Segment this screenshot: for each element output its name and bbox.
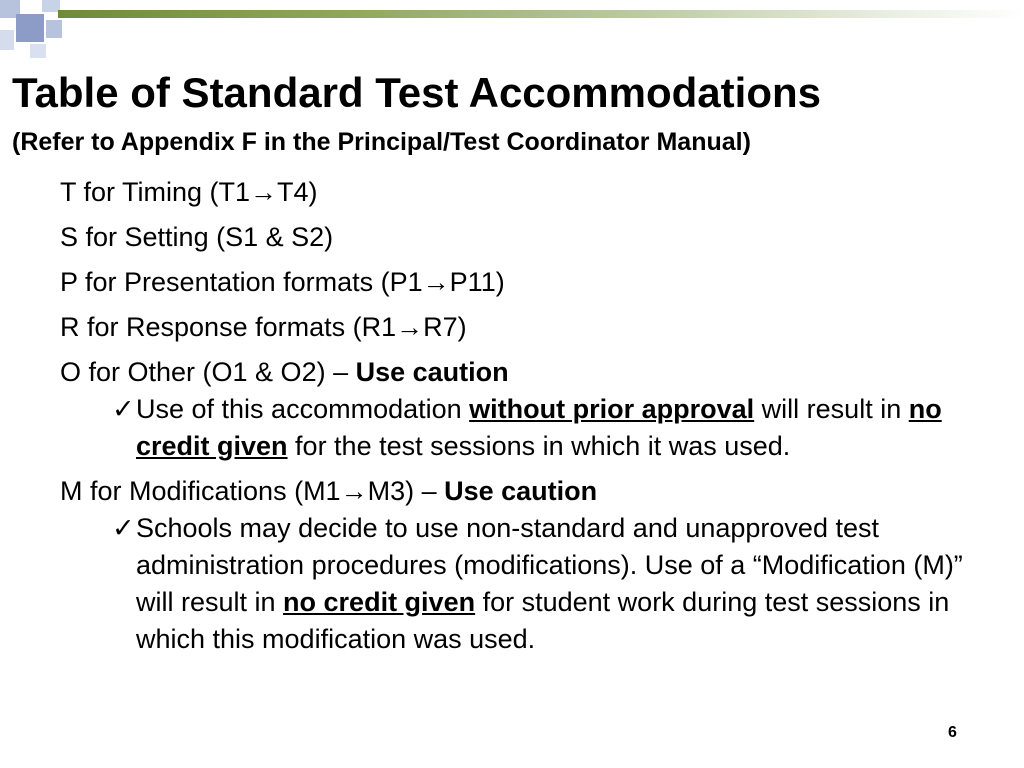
list-item-other — [60, 354, 1000, 465]
checkmark-icon: ✓ — [112, 394, 135, 424]
slide-title: Table of Standard Test Accommodations — [12, 69, 821, 116]
list-item-text: P for Presentation formats (P1→P11) — [60, 267, 505, 297]
slide-subtitle: (Refer to Appendix F in the Principal/Test Coordinator Manual) — [12, 128, 751, 156]
note-text: for the test sessions in which it was used. — [287, 431, 791, 461]
list-item-text: T for Timing (T1→T4) — [60, 177, 318, 207]
list-item-text: R for Response formats (R1→R7) — [60, 312, 467, 342]
list-item-text: O for Other (O1 & O2) – — [60, 357, 356, 387]
list-item-text: M for Modifications (M1→M3) – — [60, 476, 445, 506]
note-text: Use of this accommodation — [136, 394, 470, 424]
modification-note — [112, 510, 992, 658]
list-item-modifications — [60, 473, 1000, 658]
note-text: for student work during test sessions in which this modification was used. — [136, 587, 950, 654]
checkmark-icon: ✓ — [112, 513, 135, 543]
other-note — [112, 391, 992, 465]
header-decoration — [0, 0, 1024, 60]
emphasis-no-credit-given: no credit given — [136, 394, 942, 461]
list-item-text: S for Setting (S1 & S2) — [60, 222, 334, 252]
list-item-setting — [60, 219, 1000, 256]
deco-square — [0, 30, 14, 50]
list-item-response — [60, 309, 1000, 346]
deco-square — [30, 44, 46, 58]
page-number: 6 — [948, 724, 957, 741]
accent-gradient-bar — [58, 10, 1024, 18]
caution-label: Use caution — [444, 476, 598, 506]
list-item-timing — [60, 174, 1000, 211]
caution-label: Use caution — [355, 357, 509, 387]
list-item-presentation — [60, 264, 1000, 301]
deco-square — [46, 20, 62, 38]
emphasis-without-prior-approval: without prior approval — [469, 394, 755, 424]
note-text: will result in — [754, 394, 909, 424]
deco-square — [16, 14, 44, 42]
accommodation-list — [60, 174, 1000, 666]
emphasis-no-credit-given: no credit given — [283, 587, 476, 617]
note-text: Schools may decide to use non-standard and unapproved test administration procedures (modifications). Use of a “Modification (M)” will result in — [136, 513, 963, 617]
